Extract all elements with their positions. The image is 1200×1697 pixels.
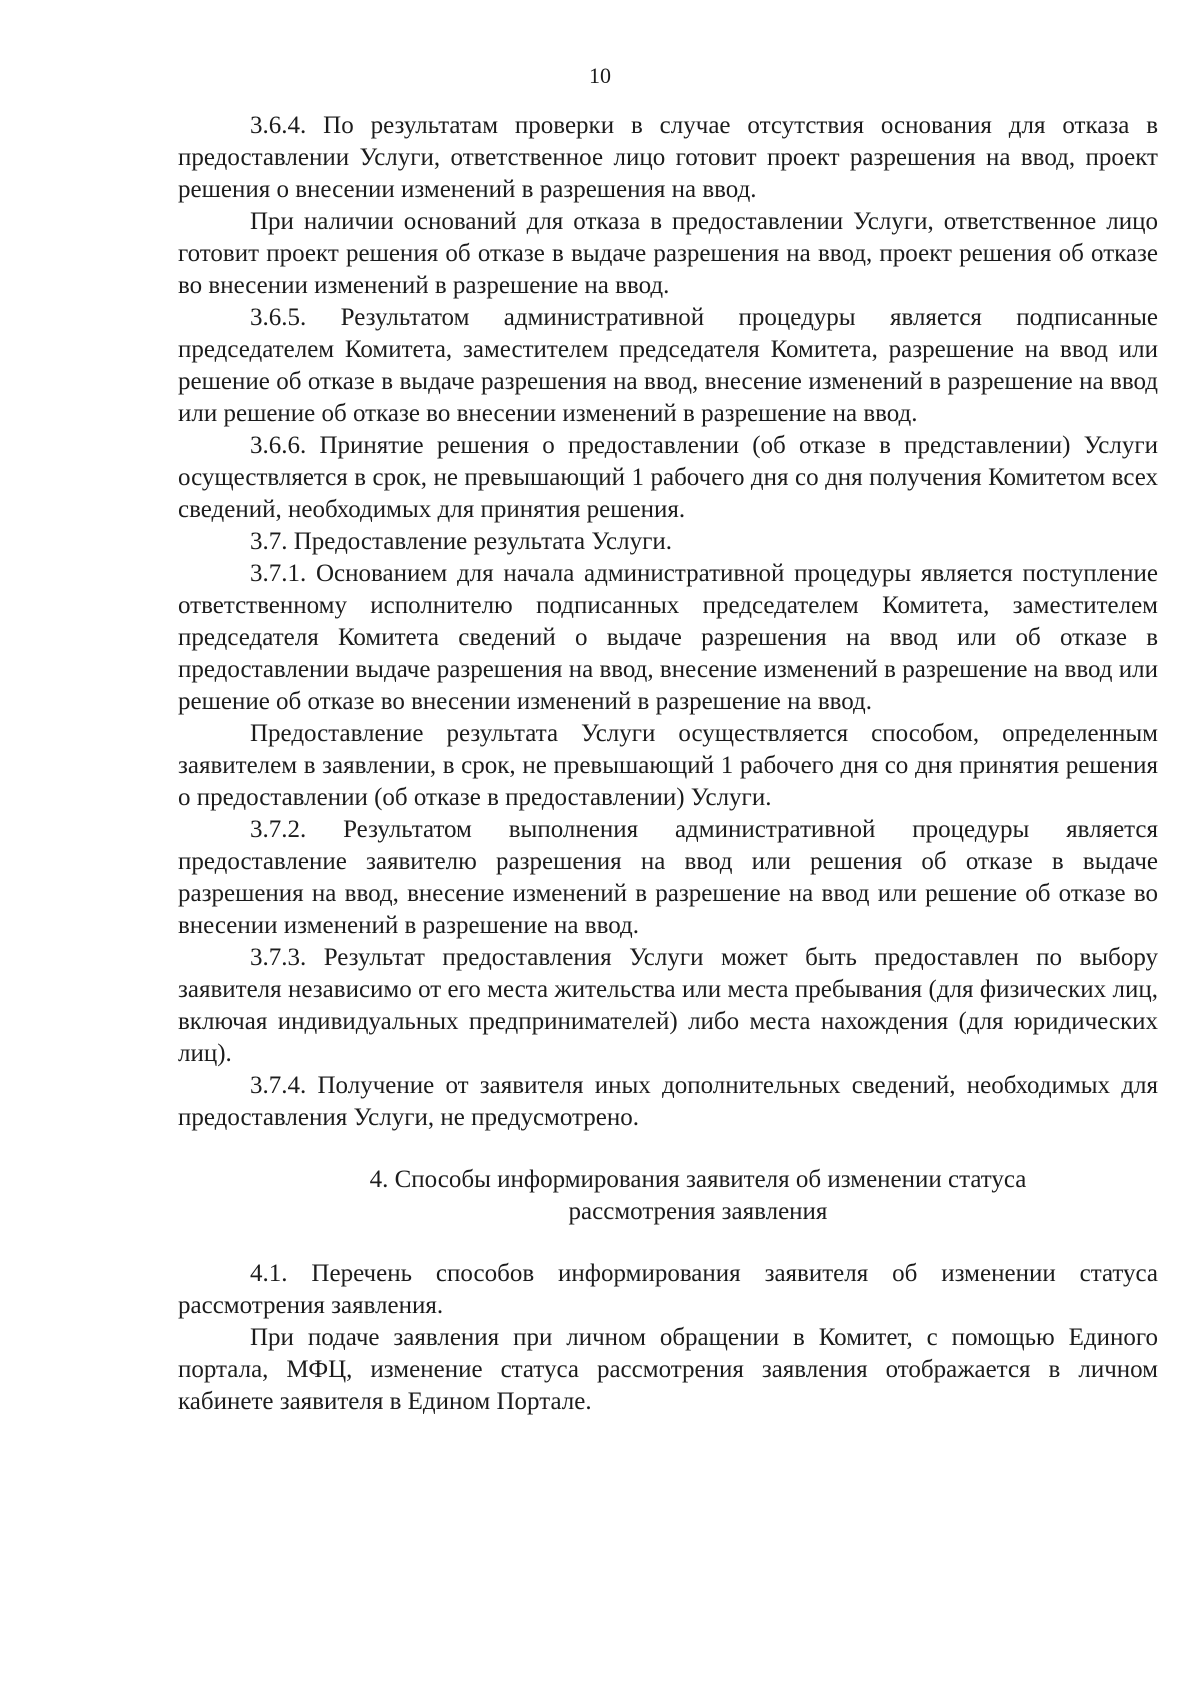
- paragraph-3-7-4: 3.7.4. Получение от заявителя иных дополнительных сведений, необходимых для предоставления Услуги, не предусмотрено.: [178, 1072, 1158, 1131]
- document-body: [178, 110, 1158, 1418]
- paragraph-refusal-grounds: При наличии оснований для отказа в предоставлении Услуги, ответственное лицо готовит проект решения об отказе в выдаче разрешения на ввод, проект решения об отказе во внесении изменений в разрешение на ввод.: [178, 208, 1158, 299]
- paragraph-4-1: 4.1. Перечень способов информирования заявителя об изменении статуса рассмотрения заявления.: [178, 1260, 1158, 1319]
- paragraph-3-6-6: 3.6.6. Принятие решения о предоставлении (об отказе в представлении) Услуги осуществляется в срок, не превышающий 1 рабочего дня со дня получения Комитетом всех сведений, необходимых для принятия решения.: [178, 432, 1158, 523]
- section-heading-line1: 4. Способы информирования заявителя об изменении статуса: [369, 1166, 1027, 1193]
- paragraph-3-7-2: 3.7.2. Результатом выполнения административной процедуры является предоставление заявителю разрешения на ввод или решения об отказе в выдаче разрешения на ввод, внесение изменений в разрешение на ввод или решение об отказе во внесении изменений в разрешение на ввод.: [178, 816, 1158, 939]
- paragraph-3-7-1: 3.7.1. Основанием для начала административной процедуры является поступление ответственному исполнителю подписанных председателем Комитета, заместителем председателя Комитета сведений о выдаче разрешения на ввод или об отказе в предоставлении выдаче разрешения на ввод, внесение изменений в разрешение на ввод или решение об отказе во внесении изменений в разрешение на ввод.: [178, 560, 1158, 715]
- paragraph-3-7: 3.7. Предоставление результата Услуги.: [250, 528, 672, 555]
- paragraph-result-delivery: Предоставление результата Услуги осуществляется способом, определенным заявителем в заявлении, в срок, не превышающий 1 рабочего дня со дня принятия решения о предоставлении (об отказе в предоставлении) Услуги.: [178, 720, 1158, 811]
- section-heading: [178, 1164, 1158, 1228]
- paragraph-3-6-5: 3.6.5. Результатом административной процедуры является подписанные председателем Комитета, заместителем председателя Комитета, разрешение на ввод или решение об отказе в выдаче разрешения на ввод, внесение изменений в разрешение на ввод или решение об отказе во внесении изменений в разрешение на ввод.: [178, 304, 1158, 427]
- page-number: 10: [589, 63, 611, 88]
- paragraph-3-6-4: 3.6.4. По результатам проверки в случае отсутствия основания для отказа в предоставлении Услуги, ответственное лицо готовит проект разрешения на ввод, проект решения о внесении изменений в разрешения на ввод.: [178, 112, 1158, 203]
- paragraph-status-display: При подаче заявления при личном обращении в Комитет, с помощью Единого портала, МФЦ, изменение статуса рассмотрения заявления отображается в личном кабинете заявителя в Едином Портале.: [178, 1324, 1158, 1415]
- paragraph-3-7-3: 3.7.3. Результат предоставления Услуги может быть предоставлен по выбору заявителя независимо от его места жительства или места пребывания (для физических лиц, включая индивидуальных предпринимателей) либо места нахождения (для юридических лиц).: [178, 944, 1158, 1067]
- section-heading-line2: рассмотрения заявления: [568, 1198, 828, 1225]
